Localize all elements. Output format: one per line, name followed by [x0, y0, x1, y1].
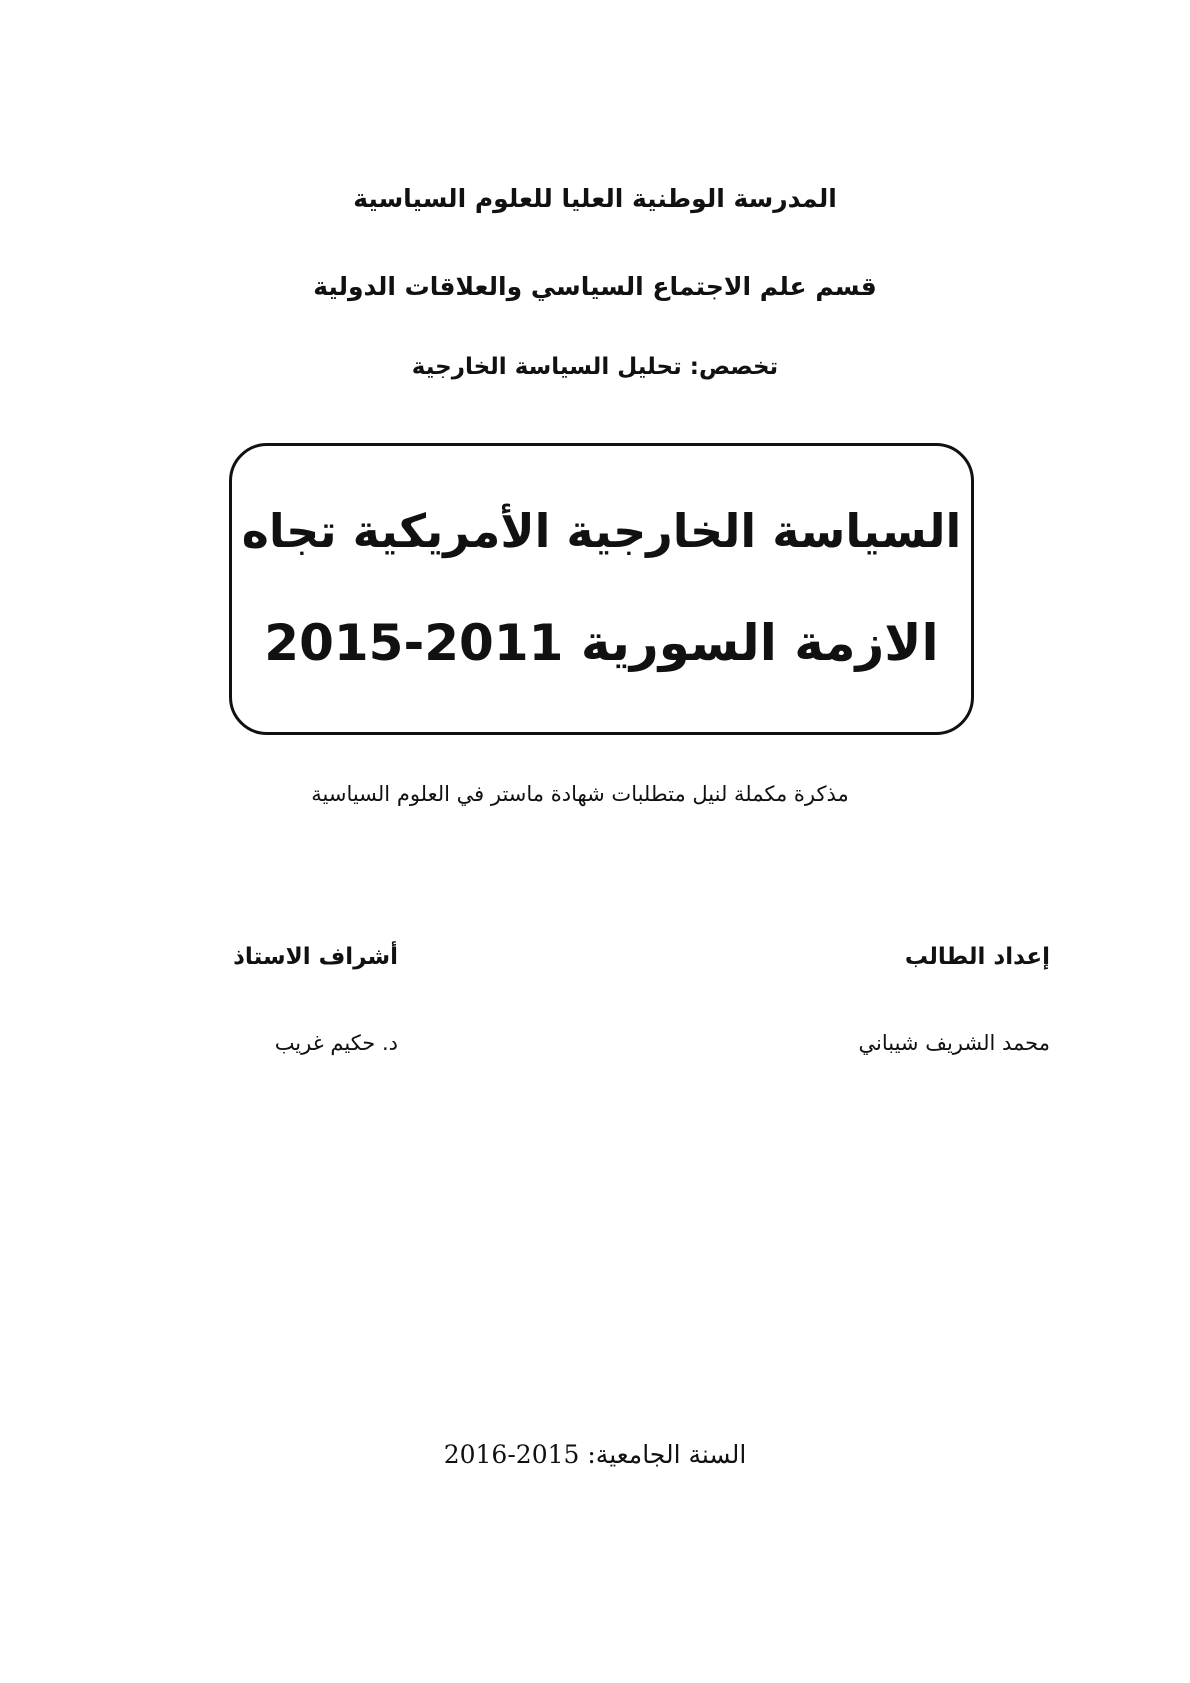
student-label: إعداد الطالب: [904, 944, 1050, 970]
school-name: المدرسة الوطنية العليا للعلوم السياسية: [353, 184, 837, 213]
academic-year: السنة الجامعية: 2015-2016: [443, 1440, 747, 1469]
department-name: قسم علم الاجتماع السياسي والعلاقات الدولية: [313, 272, 877, 301]
title-box: [229, 443, 974, 735]
student-name: محمد الشريف شيباني: [858, 1031, 1050, 1055]
memo-description: مذكرة مكملة لنيل متطلبات شهادة ماستر في العلوم السياسية: [311, 782, 849, 806]
thesis-title-line-2: الازمة السورية 2011-2015: [264, 614, 939, 672]
supervisor-label: أشراف الاستاذ: [233, 944, 398, 970]
supervisor-name: د. حكيم غريب: [274, 1031, 398, 1055]
speciality: تخصص: تحليل السياسة الخارجية: [411, 354, 779, 380]
thesis-title-line-1: السياسة الخارجية الأمريكية تجاه: [241, 504, 962, 558]
